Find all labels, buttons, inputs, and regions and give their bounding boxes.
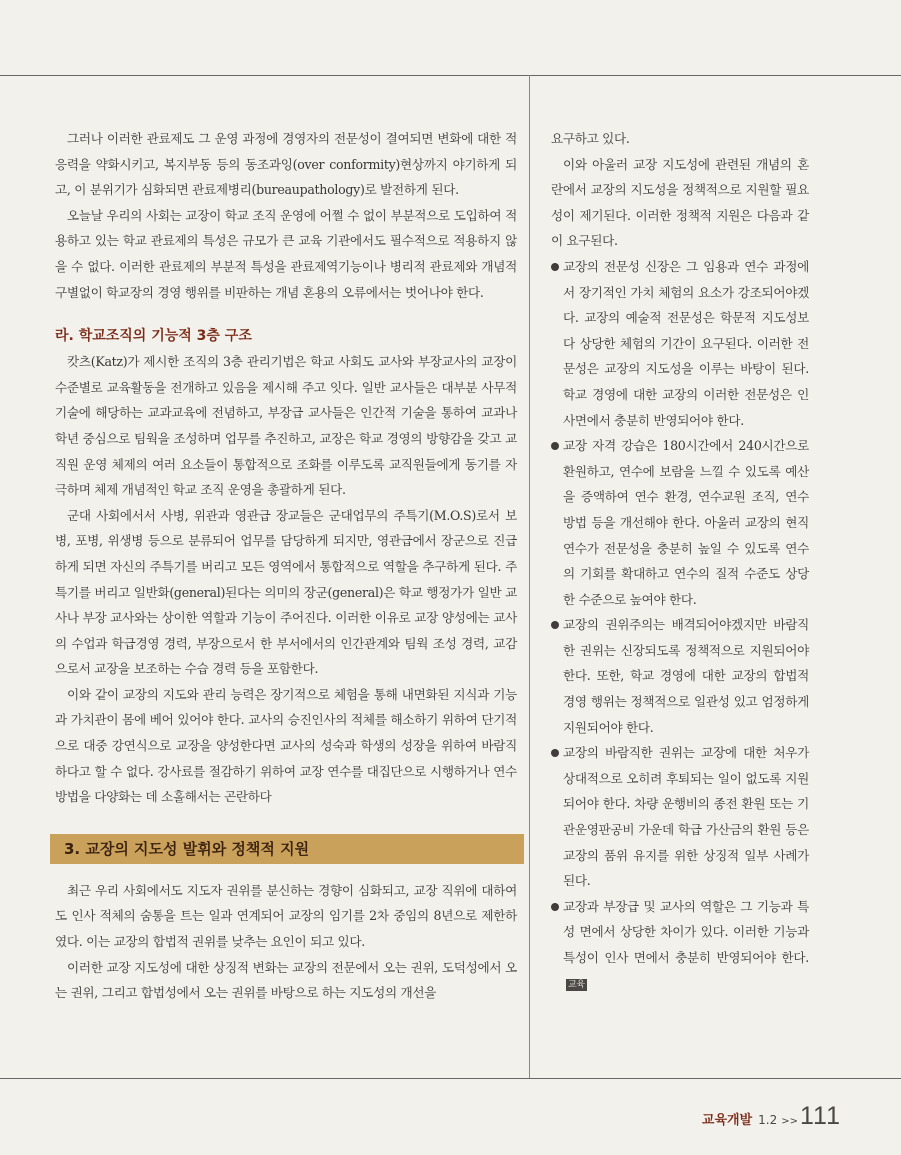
bullet-item [551, 254, 809, 433]
paragraph: 이와 같이 교장의 지도와 관리 능력은 장기적으로 체험을 통해 내면화된 지식과 기능과 가치관이 몸에 베어 있어야 한다. 교사의 승진인사의 적체를 해소하기 위하여 단기적으로 대중 강연식으로 교장을 양성한다면 교사의 성숙과 학생의 성장을 위하여 바람직하다고 할 수 없다. 강사료를 절감하기 위하여 교장 연수를 대집단으로 시행하거나 연수 방법을 다양화는 데 소홀해서는 곤란하다 [55, 686, 517, 805]
section-title: 3. 교장의 지도성 발휘와 정책적 지원 [64, 840, 310, 859]
bullet-dot-icon [551, 263, 559, 271]
right-column [551, 126, 809, 996]
paragraph: 오늘날 우리의 사회는 교장이 학교 조직 운영에 어쩔 수 없이 부분적으로 도입하여 적용하고 있는 학교 관료제의 특성은 규모가 큰 교육 기관에서도 필수적으로 적용하지 않을 수 없다. 이러한 관료제의 부분적 특성을 관료제역기능이나 병리적 관료제와 개념적 구별없이 학교장의 경영 행위를 비판하는 개념 혼용의 오류에서는 벗어나야 한다. [55, 207, 517, 300]
bullet-text: 교장과 부장급 및 교사의 역할은 그 기능과 특성 면에서 상당한 차이가 있다. 이러한 기능과 특성이 인사 면에서 충분히 반영되어야 한다. [563, 898, 809, 965]
end-mark-icon: 교육 [568, 979, 585, 990]
issue-number: 1.2 [758, 1113, 778, 1127]
bullet-item [551, 894, 809, 996]
bullet-text: 교장 자격 강습은 180시간에서 240시간으로 환원하고, 연수에 보람을 느낄 수 있도록 예산을 증액하여 연수 환경, 연수교원 조직, 연수 방법 등을 개선해야 한다. 아울러 교장의 현직 연수가 전문성을 충분히 높일 수 있도록 연수의 기회를 확대하고 연수의 질적 수준도 상당한 수준으로 높여야 한다. [563, 438, 809, 607]
paragraph: 이와 아울러 교장 지도성에 관련된 개념의 혼란에서 교장의 지도성을 정책적으로 지원할 필요성이 제기된다. 이러한 정책적 지원은 다음과 같이 요구된다. [551, 156, 809, 249]
bullet-item [551, 433, 809, 612]
subheading: 라. 학교조직의 기능적 3층 구조 [55, 328, 252, 345]
bullet-dot-icon [551, 621, 559, 629]
bullet-text: 교장의 전문성 신장은 그 임용과 연수 과정에서 장기적인 가치 체험의 요소가 강조되어야겠다. 교장의 예술적 전문성은 학문적 지도성보다 상당한 체험의 기간이 요구된다. 이러한 전문성은 교장의 지도성을 이루는 바탕이 된다. 학교 경영에 대한 교장의 이러한 전문성은 인사면에서 충분히 반영되어야 한다. [563, 258, 809, 428]
paragraph: 캇츠(Katz)가 제시한 조직의 3층 관리기법은 학교 사회도 교사와 부장교사의 교장이 수준별로 교육활동을 전개하고 있음을 제시해 주고 잇다. 일반 교사들은 대부분 사무적 기술에 해당하는 교과교육에 전념하고, 부장급 교사들은 인간적 기술을 통하여 교과나 학년 중심으로 팀웍을 조성하며 업무를 추진하고, 교장은 학교 경영의 방향감을 갖고 교직원 운영 체제의 여러 요소들이 통합적으로 조화를 이루도록 교직원들에게 동기를 자극하며 체제 개념적인 학교 조직 운영을 총괄하게 된다. [55, 354, 517, 498]
bullet-dot-icon [551, 749, 559, 757]
magazine-name: 교육개발 [701, 1113, 753, 1128]
bullet-dot-icon [551, 442, 559, 450]
bullet-text: 교장의 바람직한 권위는 교장에 대한 처우가 상대적으로 오히려 후퇴되는 일이 없도록 지원되어야 한다. 차량 운행비의 종전 환원 또는 기관운영판공비 가운데 학급 가산금의 환원 등은 교장의 품위 유지를 위한 상징적 일부 사례가 된다. [563, 745, 809, 889]
bullet-dot-icon [551, 903, 559, 911]
policy-bullet-list [551, 254, 809, 996]
paragraph: 군대 사회에서서 사병, 위관과 영관급 장교들은 군대업무의 주특기(M.O.S)로서 보병, 포병, 위생병 등으로 분류되어 업무를 담당하게 되지만, 영관급에서 장군으로 진급하게 되면 자신의 주특기를 버리고 모든 영역에서 통합적으로 역할을 추구하게 된다. 주특기를 버리고 일반화(general)된다는 의미의 장군(general)은 학교 행정가가 일반 교사나 부장 교사와는 상이한 역할과 기능이 주어진다. 이러한 이유로 교장 양성에는 교사의 수업과 학급경영 경력, 부장으로서 한 부서에서의 인간관계와 팀웍 조성 경력, 교감으로서 교장을 보조하는 수습 경력 등을 포함한다. [55, 507, 517, 677]
paragraph: 최근 우리 사회에서도 지도자 권위를 분신하는 경향이 심화되고, 교장 직위에 대하여도 인사 적체의 숨통을 트는 일과 연계되어 교장의 임기를 2차 중임의 8년으로 제한하였다. 이는 교장의 합법적 권위를 낮추는 요인이 되고 있다. [55, 882, 517, 950]
top-rule [0, 75, 901, 76]
arrows-icon: >> [781, 1116, 798, 1127]
paragraph: 이러한 교장 지도성에 대한 상징적 변화는 교장의 전문에서 오는 권위, 도덕성에서 오는 권위, 그리고 합법성에서 오는 권위를 바탕으로 하는 지도성의 개선을 [55, 959, 517, 1001]
left-column [55, 126, 517, 1006]
page-footer [702, 1102, 841, 1131]
column-divider [529, 75, 530, 1078]
bullet-item [551, 740, 809, 894]
paragraph: 요구하고 있다. [551, 131, 630, 146]
bottom-rule [0, 1078, 901, 1079]
page-number: 111 [799, 1102, 841, 1130]
bullet-item [551, 612, 809, 740]
section-heading-bar [50, 834, 524, 864]
bullet-text: 교장의 권위주의는 배격되어야겠지만 바람직한 권위는 신장되도록 정책적으로 지원되어야 한다. 또한, 학교 경영에 대한 교장의 합법적 경영 행위는 정책적으로 일관성 있고 엄정하게 지원되어야 한다. [563, 617, 809, 735]
paragraph: 그러나 이러한 관료제도 그 운영 과정에 경영자의 전문성이 결여되면 변화에 대한 적응력을 약화시키고, 복지부동 등의 동조과잉(over conformity)현상까지 야기하게 되고, 이 분위기가 심화되면 관료제병리(bureaupathology)로 발전하게 된다. [55, 131, 517, 198]
